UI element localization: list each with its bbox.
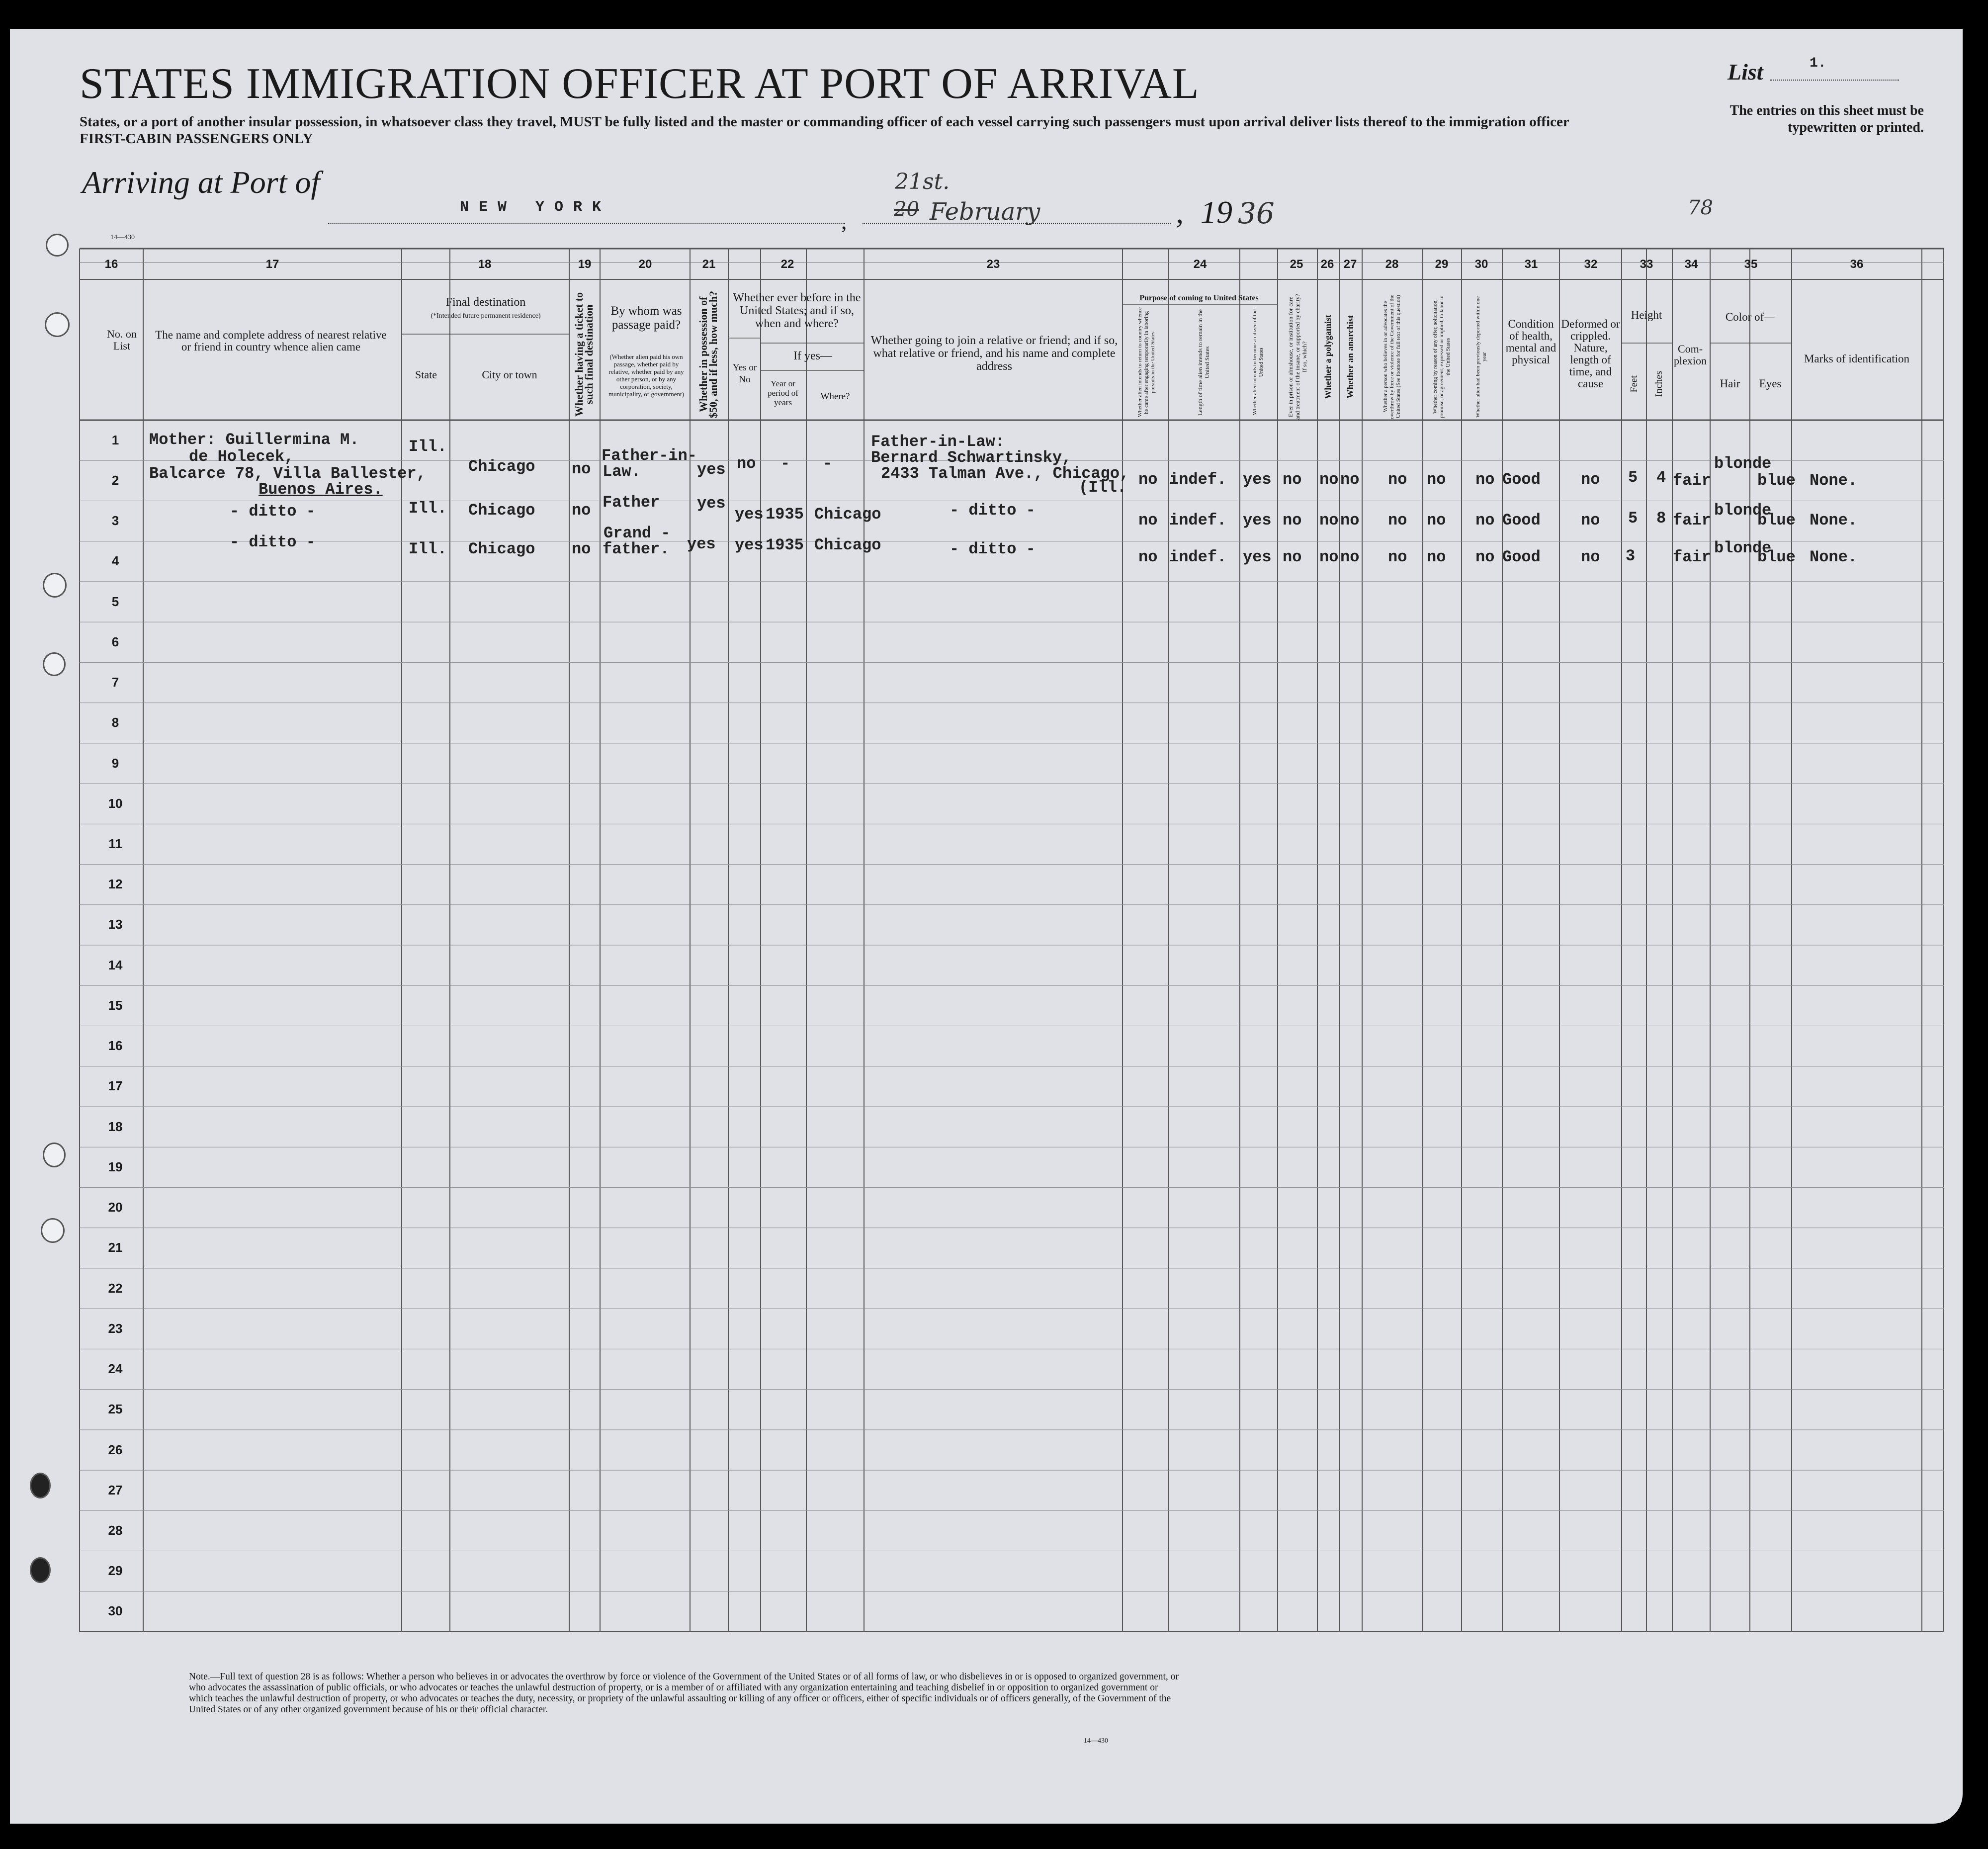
height-feet: 5 <box>1628 468 1638 487</box>
health: Good <box>1502 511 1541 529</box>
column-number-24: 24 <box>1193 258 1207 271</box>
joining-name: Bernard Schwartinsky, <box>871 448 1072 467</box>
deported: no <box>1475 548 1495 566</box>
month-value: February <box>930 198 1040 226</box>
row-number: 1 <box>111 432 119 447</box>
header-eyes: Eyes <box>1759 377 1782 390</box>
column-number-17: 17 <box>265 258 279 271</box>
anarchist: no <box>1340 470 1360 489</box>
prison: no <box>1283 470 1302 489</box>
deformed: no <box>1581 470 1600 489</box>
list-number: 1. <box>1810 56 1826 71</box>
anarchist: no <box>1340 511 1360 529</box>
row-number: 22 <box>108 1280 123 1296</box>
before-where: Chicago <box>814 536 881 554</box>
dest-city: Chicago <box>468 540 535 558</box>
header-height: Height <box>1631 309 1662 321</box>
column-number-36: 36 <box>1850 258 1864 271</box>
before-us: yes <box>735 505 764 524</box>
header-city: City or town <box>482 368 537 381</box>
relative-city: Buenos Aires. <box>259 480 383 499</box>
row-number: 27 <box>108 1482 123 1497</box>
passage-paid-cont: father. <box>603 540 670 558</box>
eye-color: blue <box>1757 511 1796 529</box>
row-number: 8 <box>111 715 119 730</box>
eye-color: blue <box>1757 471 1796 490</box>
row-number: 28 <box>108 1522 123 1538</box>
header-health: Condition of health, mental and physical <box>1505 318 1556 366</box>
height-inches: 4 <box>1656 468 1666 487</box>
row-number: 30 <box>108 1603 123 1619</box>
row-number: 12 <box>108 877 123 892</box>
header-citizen: Whether alien intends to become a citizen of the United States <box>1252 309 1264 416</box>
header-complexion: Com- plexion <box>1674 343 1707 367</box>
header-passage: By whom was passage paid? <box>610 304 682 332</box>
header-final-destination: Final destination <box>445 296 526 309</box>
prison: no <box>1283 511 1302 529</box>
entries-note: The entries on this sheet must be typewritten or printed. <box>1729 103 1924 135</box>
polygamist: no <box>1319 470 1339 489</box>
relative-name-cont: de Holecek, <box>189 447 294 466</box>
before-years: - <box>780 454 790 473</box>
header-money: Whether in possession of $50, and if less, how much? <box>697 290 719 418</box>
overthrow: no <box>1388 511 1407 529</box>
before-where: Chicago <box>814 505 881 524</box>
row-number: 16 <box>108 1038 123 1054</box>
height-feet: 3 <box>1626 547 1636 565</box>
health: Good <box>1502 470 1541 489</box>
joining-address: 2433 Talman Ave., Chicago, <box>881 464 1129 483</box>
year-handwritten: 36 <box>1238 196 1275 230</box>
purpose-return: no <box>1138 511 1158 529</box>
row-number: 2 <box>111 472 119 488</box>
rule-text: States, or a port of another insular possession, in whatsoever class they travel, MUST be fully listed and the master or commanding officer of each vessel carrying such passengers must upon arrival deliver lists thereof to the immigration officer FIRST-CABIN PASSENGERS ONLY <box>80 114 1569 147</box>
header-before: Whether ever before in the United States; and if so, when and where? <box>733 291 861 330</box>
row-number: 20 <box>108 1200 123 1215</box>
row-number: 18 <box>108 1119 123 1134</box>
money: yes <box>697 494 726 513</box>
row-number: 23 <box>108 1321 123 1336</box>
deported: no <box>1475 511 1495 529</box>
row-number: 15 <box>108 997 123 1013</box>
year-printed: 19 <box>1201 194 1232 230</box>
column-number-34: 34 <box>1684 258 1698 271</box>
joining-relative: - ditto - <box>950 540 1036 558</box>
purpose-return: no <box>1138 470 1158 489</box>
dest-city: Chicago <box>468 501 535 520</box>
row-number: 4 <box>111 553 119 569</box>
passage-paid: Father-in- <box>602 446 697 465</box>
contract-labor: no <box>1427 470 1446 489</box>
marks: None. <box>1810 471 1858 490</box>
dest-state: Ill. <box>409 438 447 456</box>
complexion: fair <box>1673 471 1711 490</box>
header-purpose: Purpose of coming to United States <box>1139 294 1259 302</box>
before-where: - <box>823 454 833 473</box>
dest-state: Ill. <box>409 499 447 518</box>
row-number: 10 <box>108 795 123 811</box>
height-inches: 8 <box>1656 509 1666 528</box>
column-number-25: 25 <box>1290 258 1303 271</box>
header-marks: Marks of identification <box>1804 352 1910 365</box>
day-struck: 20 <box>894 198 919 221</box>
relative-name: - ditto - <box>230 533 316 551</box>
header-passage-sub: (Whether alien paid his own passage, whether paid by relative, whether paid by any other person, or by any corporation, society, municipality, or government) <box>608 353 684 398</box>
list-label: List <box>1728 59 1763 85</box>
row-number: 17 <box>108 1078 123 1094</box>
passage-paid-cont: Law. <box>603 462 641 481</box>
column-number-35: 35 <box>1744 258 1758 271</box>
purpose-length: indef. <box>1169 511 1227 529</box>
relative-address: Balcarce 78, Villa Ballester, <box>149 464 426 483</box>
deformed: no <box>1581 548 1600 566</box>
dest-state: Ill. <box>409 540 447 558</box>
header-inches: Inches <box>1653 371 1664 397</box>
column-number-32: 32 <box>1584 258 1598 271</box>
header-join-relative: Whether going to join a relative or friend; and if so, what relative or friend, and his name and complete address <box>870 334 1118 373</box>
row-number: 21 <box>108 1240 123 1255</box>
column-number-22: 22 <box>780 258 794 271</box>
header-years: Year or period of years <box>768 379 798 407</box>
prison: no <box>1283 548 1302 566</box>
header-before-yesno: Yes or No <box>732 362 757 385</box>
arriving-label: Arriving at Port of <box>82 165 320 200</box>
header-hair: Hair <box>1720 377 1740 390</box>
passage-paid: Father <box>603 493 660 512</box>
header-relative: The name and complete address of nearest relative or friend in country whence alien came <box>155 329 387 353</box>
row-number: 25 <box>108 1402 123 1417</box>
purpose-citizen: yes <box>1243 470 1272 489</box>
sheet-mark: 78 <box>1688 196 1713 219</box>
polygamist: no <box>1319 511 1339 529</box>
ticket: no <box>572 460 591 478</box>
complexion: fair <box>1673 511 1711 529</box>
purpose-return: no <box>1138 548 1158 566</box>
footnote-question-28: Note.—Full text of question 28 is as follows: Whether a person who believes in or advocates the overthrow by force or violence of the Government of the United States or of all forms of law, or who disbelieves in or is opposed to organized government, or who advocates the assassination of public officials, or who advocates or teaches the unlawful destruction of property, or is a member of or affiliated with any organization entertaining and teaching disbelief in or opposition to organized government or which teaches the unlawful destruction of property, or who advocates or teaches the duty, necessity, or propriety of the unlawful assaulting or killing of any officer or officers, either of specific individuals or of officers generally, of the Government of the United States or of any other organized government because of his or their official character. <box>189 1672 1179 1715</box>
row-number: 14 <box>108 957 123 972</box>
row-number: 5 <box>111 594 119 609</box>
port-rule <box>328 223 845 224</box>
before-us: yes <box>735 536 764 554</box>
health: Good <box>1502 548 1541 566</box>
header-polygamist: Whether a polygamist <box>1323 314 1333 399</box>
marks: None. <box>1810 548 1858 566</box>
hair-color: blonde <box>1714 454 1772 473</box>
column-number-18: 18 <box>478 258 492 271</box>
money: yes <box>697 460 726 479</box>
column-number-23: 23 <box>986 258 1000 271</box>
form-code: 14—430 <box>110 234 135 241</box>
anarchist: no <box>1340 548 1360 566</box>
header-return: Whether alien intends to return to country whence he came after engaging temporarily in laboring pursuits in the United States <box>1136 307 1156 418</box>
contract-labor: no <box>1427 548 1446 566</box>
overthrow: no <box>1388 548 1407 566</box>
header-anarchist: Whether an anarchist <box>1345 315 1355 399</box>
column-number-28: 28 <box>1385 258 1399 271</box>
header-no-on-list: No. on List <box>107 328 137 352</box>
hair-color: blonde <box>1714 539 1772 557</box>
header-color: Color of— <box>1725 311 1776 323</box>
row-number: 19 <box>108 1159 123 1174</box>
header-if-yes: If yes— <box>793 350 832 362</box>
row-number: 24 <box>108 1361 123 1377</box>
column-number-30: 30 <box>1474 258 1488 271</box>
column-number-33: 33 <box>1640 258 1653 271</box>
deported: no <box>1475 470 1495 489</box>
row-number: 26 <box>108 1442 123 1457</box>
money: yes <box>687 535 716 553</box>
header-contract-labor: Whether coming by reason of any offer, solicitation, promise, or agreement, expressed or implied, to labor in the United States <box>1432 295 1451 418</box>
relative-name: - ditto - <box>230 502 316 521</box>
header-overthrow: Whether a person who believes in or advocates the overthrow by force or violence of the Government of the United States (See footnote for full text of this question) <box>1382 294 1401 419</box>
relative-name: Mother: Guillermina M. <box>149 431 359 449</box>
ticket: no <box>572 540 591 558</box>
column-number-21: 21 <box>702 258 716 271</box>
row-number: 9 <box>111 755 119 771</box>
row-number: 6 <box>111 634 119 649</box>
joining-relative: - ditto - <box>950 501 1036 520</box>
column-number-31: 31 <box>1524 258 1538 271</box>
height-feet: 5 <box>1628 509 1638 528</box>
ticket: no <box>572 501 591 520</box>
eye-color: blue <box>1757 548 1796 566</box>
passage-paid: Grand - <box>604 524 671 542</box>
row-number: 29 <box>108 1563 123 1579</box>
before-years: 1935 <box>766 505 804 524</box>
deformed: no <box>1581 511 1600 529</box>
contract-labor: no <box>1427 511 1446 529</box>
port-value: NEW YORK <box>460 199 611 216</box>
column-number-19: 19 <box>578 258 592 271</box>
row-number: 3 <box>111 513 119 528</box>
purpose-citizen: yes <box>1243 548 1272 566</box>
header-deformed: Deformed or crippled. Nature, length of time, and cause <box>1561 318 1620 390</box>
header-length: Length of time alien intends to remain in the United States <box>1197 309 1210 416</box>
column-number-27: 27 <box>1343 258 1357 271</box>
joining-relative: Father-in-Law: <box>871 433 1005 451</box>
header-ticket: Whether having a ticket to such final destination <box>573 292 595 417</box>
row-number: 11 <box>108 836 122 851</box>
list-rule <box>1770 80 1899 81</box>
row-number: 7 <box>111 675 119 690</box>
purpose-citizen: yes <box>1243 511 1272 529</box>
footnote-form-code: 14—430 <box>1084 1737 1108 1745</box>
before-years: 1935 <box>766 536 804 554</box>
column-number-26: 26 <box>1320 258 1334 271</box>
hair-color: blonde <box>1714 501 1772 520</box>
page-title: STATES IMMIGRATION OFFICER AT PORT OF ARRIVAL <box>80 60 1200 108</box>
column-number-29: 29 <box>1435 258 1449 271</box>
purpose-length: indef. <box>1169 470 1227 489</box>
header-where: Where? <box>820 391 850 402</box>
polygamist: no <box>1319 548 1339 566</box>
column-number-20: 20 <box>638 258 652 271</box>
purpose-length: indef. <box>1169 548 1227 566</box>
column-number-16: 16 <box>104 258 118 271</box>
header-feet: Feet <box>1629 375 1640 393</box>
overthrow: no <box>1388 470 1407 489</box>
before-us: no <box>737 454 756 473</box>
row-number: 13 <box>108 917 123 932</box>
dest-city: Chicago <box>468 457 535 476</box>
marks: None. <box>1810 511 1858 529</box>
header-final-destination-sub: (*Intended future permanent residence) <box>431 312 541 320</box>
joining-state: (Ill. <box>1079 478 1127 497</box>
header-deported: Whether alien had been previously deported within one year <box>1475 296 1487 418</box>
header-prison: Ever in prison or almshouse, or institution for care and treatment of the insane, or supported by charity? If so, which? <box>1287 294 1308 420</box>
complexion: fair <box>1673 548 1711 566</box>
header-state: State <box>415 368 437 381</box>
day-handwritten: 21st. <box>895 169 950 194</box>
